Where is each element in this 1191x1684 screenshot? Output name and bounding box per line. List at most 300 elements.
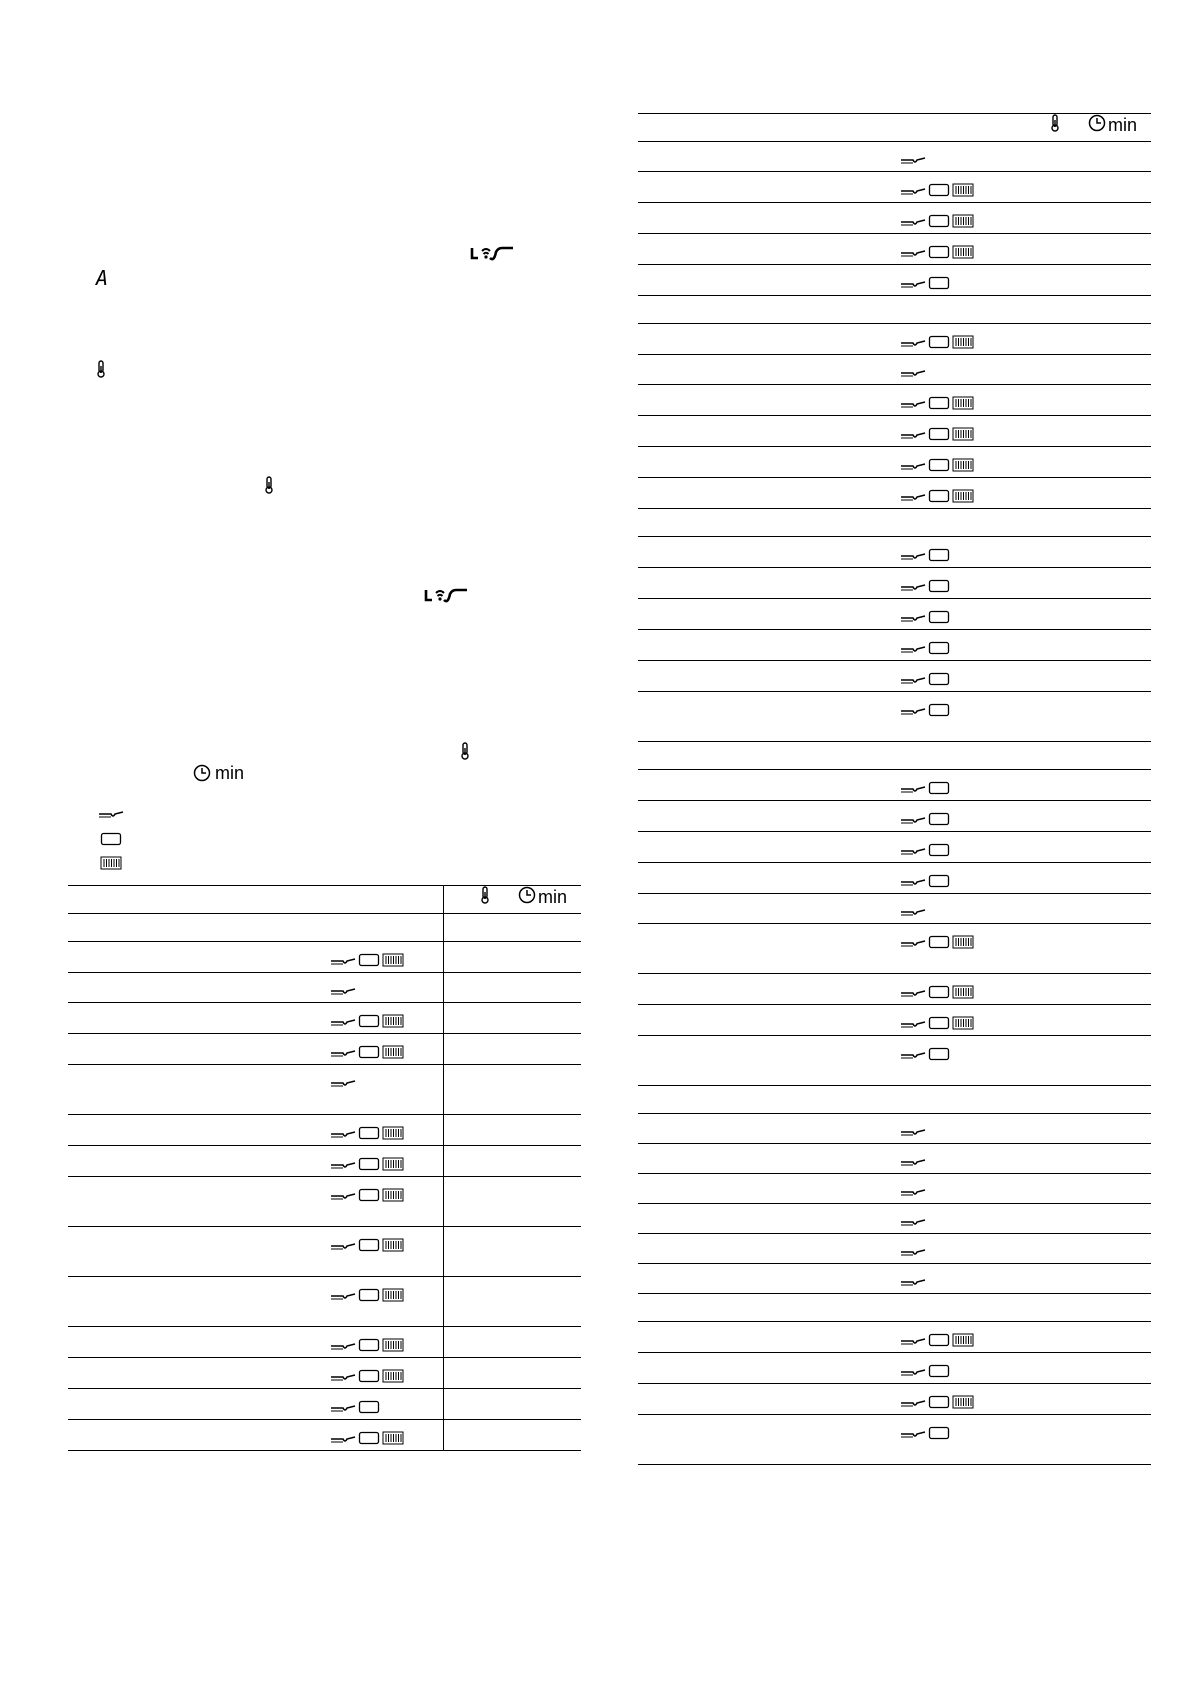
accessory-icons (900, 1114, 1013, 1143)
grill-icon (382, 1288, 404, 1307)
accessory-cell (900, 172, 1013, 203)
settings-cell (1013, 661, 1151, 692)
accessory-cell (330, 1065, 443, 1115)
pan-icon (900, 1017, 926, 1035)
pan-icon (330, 1158, 356, 1176)
table-row (638, 661, 1151, 692)
settings-cell (443, 1146, 581, 1177)
table-row (68, 1146, 581, 1177)
accessory-cell (330, 1327, 443, 1358)
accessory-cell (900, 742, 1013, 770)
pan-icon (900, 611, 926, 629)
grill-icon (952, 489, 974, 508)
settings-cell (1013, 1384, 1151, 1415)
food-cell (638, 172, 900, 203)
food-cell (638, 1415, 900, 1465)
settings-cell (1013, 1036, 1151, 1086)
grill-icon (952, 427, 974, 446)
food-cell (638, 324, 900, 355)
food-cell (638, 203, 900, 234)
thermometer-icon (1050, 114, 1060, 137)
accessory-icons (900, 1005, 1013, 1035)
food-cell (68, 1327, 330, 1358)
accessory-icons (900, 1264, 1013, 1293)
tray-icon (358, 1369, 380, 1388)
pan-icon (900, 153, 926, 171)
accessory-icons (900, 355, 1013, 384)
food-cell (638, 801, 900, 832)
settings-cell (443, 1389, 581, 1420)
settings-cell (1013, 1086, 1151, 1114)
accessory-icons (330, 1227, 443, 1257)
food-cell (68, 1277, 330, 1327)
food-cell (638, 568, 900, 599)
accessory-cell (900, 234, 1013, 265)
settings-cell (443, 1420, 581, 1451)
thermometer-icon (264, 476, 274, 494)
clock-icon (193, 764, 211, 782)
thermometer-icon (480, 886, 490, 909)
food-cell (68, 914, 330, 942)
accessory-cell (900, 1234, 1013, 1264)
accessory-cell (900, 509, 1013, 537)
tray-icon (358, 953, 380, 972)
pan-icon (330, 984, 356, 1002)
tray-icon (928, 1426, 950, 1445)
grill-icon (382, 1369, 404, 1388)
food-cell (638, 1174, 900, 1204)
grill-icon (952, 396, 974, 415)
accessory-icons (900, 568, 1013, 598)
settings-cell (443, 1034, 581, 1065)
pan-icon (330, 1076, 356, 1094)
accessory-icons (900, 1415, 1013, 1445)
accessory-cell (900, 355, 1013, 385)
accessory-cell (900, 1204, 1013, 1234)
food-cell (68, 942, 330, 973)
accessory-cell (900, 924, 1013, 974)
accessory-icons (900, 1384, 1013, 1414)
pan-icon (900, 1275, 926, 1293)
tray-icon (358, 1188, 380, 1207)
settings-cell (1013, 1114, 1151, 1144)
accessory-cell (330, 942, 443, 973)
cooking-table-left (68, 885, 581, 1451)
min-label: min (215, 763, 245, 783)
settings-cell (1013, 599, 1151, 630)
table-row (638, 1294, 1151, 1322)
grill-icon (952, 1395, 974, 1414)
pan-icon (900, 366, 926, 384)
food-cell (638, 142, 900, 172)
tray-icon (358, 1338, 380, 1357)
thermometer-icon (460, 742, 470, 760)
tray-icon (928, 1333, 950, 1352)
accessory-icons (900, 661, 1013, 691)
settings-cell (443, 942, 581, 973)
pan-icon (900, 1365, 926, 1383)
settings-cell (443, 914, 581, 942)
food-cell (638, 630, 900, 661)
settings-cell (1013, 296, 1151, 324)
food-cell (638, 537, 900, 568)
accessory-icons (900, 1234, 1013, 1263)
food-cell (638, 924, 900, 974)
table-row (638, 537, 1151, 568)
table-row (638, 1353, 1151, 1384)
tray-icon (358, 1014, 380, 1033)
accessory-cell (900, 1322, 1013, 1353)
settings-cell (1013, 447, 1151, 478)
table-row (68, 973, 581, 1003)
accessory-cell (330, 1227, 443, 1277)
table-row (68, 1420, 581, 1451)
pan-icon (330, 1046, 356, 1064)
accessory-icons (900, 509, 1013, 520)
grill-icon (952, 1016, 974, 1035)
accessory-icons (900, 1144, 1013, 1173)
pan-icon (900, 580, 926, 598)
header-cell-accessory (900, 114, 1013, 142)
settings-cell (1013, 692, 1151, 742)
pan-icon (900, 397, 926, 415)
accessory-icons (900, 599, 1013, 629)
settings-cell (1013, 355, 1151, 385)
table-row (638, 1322, 1151, 1353)
grill-icon (382, 1238, 404, 1257)
table-row (638, 1234, 1151, 1264)
accessory-cell (330, 1034, 443, 1065)
table-row (638, 203, 1151, 234)
tray-icon (928, 396, 950, 415)
accessory-icons (900, 770, 1013, 800)
pan-icon (900, 490, 926, 508)
accessory-icons (900, 142, 1013, 171)
sensor-frying-icon (470, 246, 514, 262)
table-row (638, 801, 1151, 832)
accessory-icons (330, 1065, 443, 1094)
tray-icon (928, 579, 950, 598)
accessory-icons (900, 385, 1013, 415)
pan-icon (900, 936, 926, 954)
table-row (638, 1384, 1151, 1415)
thermometer-icon (96, 360, 106, 378)
table-row (638, 265, 1151, 296)
table-row (638, 742, 1151, 770)
settings-cell (1013, 142, 1151, 172)
table-row (638, 447, 1151, 478)
food-cell (638, 1086, 900, 1114)
table-row (638, 630, 1151, 661)
settings-cell (1013, 1264, 1151, 1294)
table-row (638, 478, 1151, 509)
settings-cell (1013, 416, 1151, 447)
accessory-cell (330, 973, 443, 1003)
pan-icon (900, 782, 926, 800)
tray-icon (928, 183, 950, 202)
accessory-cell (900, 1174, 1013, 1204)
table-row (638, 863, 1151, 894)
table-row (638, 692, 1151, 742)
pan-icon (900, 459, 926, 477)
tray-icon (928, 641, 950, 660)
pan-icon (330, 1289, 356, 1307)
accessory-cell (900, 478, 1013, 509)
accessory-cell (900, 1353, 1013, 1384)
accessory-cell (900, 537, 1013, 568)
pan-icon (900, 1334, 926, 1352)
accessory-icons (900, 234, 1013, 264)
tray-icon (928, 812, 950, 831)
settings-cell (1013, 801, 1151, 832)
accessory-cell (900, 1036, 1013, 1086)
accessory-icons (330, 1177, 443, 1207)
food-cell (638, 447, 900, 478)
tray-icon (928, 1047, 950, 1066)
grill-icon (382, 1431, 404, 1450)
accessory-icons (900, 537, 1013, 567)
accessory-icons (900, 801, 1013, 831)
settings-cell (1013, 1294, 1151, 1322)
pan-icon (900, 986, 926, 1004)
food-cell (638, 661, 900, 692)
settings-cell (1013, 742, 1151, 770)
grill-icon (952, 214, 974, 233)
settings-cell (1013, 203, 1151, 234)
food-cell (638, 1204, 900, 1234)
settings-cell (1013, 894, 1151, 924)
table-row (68, 1065, 581, 1115)
pan-icon (98, 810, 124, 820)
pan-icon (900, 184, 926, 202)
settings-cell (1013, 385, 1151, 416)
pan-icon (330, 1339, 356, 1357)
food-cell (68, 1146, 330, 1177)
grill-icon (952, 245, 974, 264)
settings-cell (1013, 630, 1151, 661)
table-row (638, 509, 1151, 537)
pan-icon (900, 549, 926, 567)
settings-cell (1013, 324, 1151, 355)
tray-icon (928, 935, 950, 954)
food-cell (68, 1358, 330, 1389)
cooking-table-right (638, 113, 1151, 1465)
accessory-cell (330, 1420, 443, 1451)
food-cell (68, 1034, 330, 1065)
settings-cell (1013, 568, 1151, 599)
settings-cell (1013, 478, 1151, 509)
table-row (638, 355, 1151, 385)
accessory-cell (900, 1086, 1013, 1114)
accessory-cell (900, 1294, 1013, 1322)
pan-icon (900, 1155, 926, 1173)
settings-cell (443, 1003, 581, 1034)
food-cell (638, 1353, 900, 1384)
tray-icon (928, 781, 950, 800)
pan-icon (900, 704, 926, 722)
pan-icon (900, 875, 926, 893)
accessory-cell (330, 1146, 443, 1177)
table-row (638, 924, 1151, 974)
pan-icon (330, 954, 356, 972)
tray-icon (928, 427, 950, 446)
accessory-icons (330, 914, 443, 925)
settings-cell (1013, 1234, 1151, 1264)
accessory-icons (330, 1034, 443, 1064)
food-cell (638, 385, 900, 416)
table-row (638, 1036, 1151, 1086)
accessory-cell (900, 974, 1013, 1005)
food-cell (638, 770, 900, 801)
accessory-icons (900, 832, 1013, 862)
pan-icon (900, 1048, 926, 1066)
pan-icon (330, 1432, 356, 1450)
accessory-icons (330, 1115, 443, 1145)
accessory-icons (900, 478, 1013, 508)
table-row (638, 142, 1151, 172)
food-cell (638, 1036, 900, 1086)
food-cell (638, 416, 900, 447)
accessory-cell (330, 1115, 443, 1146)
accessory-cell (900, 385, 1013, 416)
accessory-icons (900, 172, 1013, 202)
table-row (638, 1264, 1151, 1294)
grill-icon (382, 1126, 404, 1145)
accessory-icons (900, 1086, 1013, 1097)
pan-icon (900, 1396, 926, 1414)
food-cell (638, 1144, 900, 1174)
accessory-cell (900, 1005, 1013, 1036)
pan-icon (900, 813, 926, 831)
food-cell (638, 296, 900, 324)
accessory-icons (330, 1277, 443, 1307)
pan-icon (900, 277, 926, 295)
accessory-icons (900, 296, 1013, 307)
header-cell-food (68, 886, 330, 914)
pan-icon (900, 215, 926, 233)
tray-icon (928, 489, 950, 508)
accessory-icons (900, 1036, 1013, 1066)
accessory-icons (900, 447, 1013, 477)
tray-icon (928, 335, 950, 354)
accessory-icons (900, 1353, 1013, 1383)
food-cell (638, 1294, 900, 1322)
settings-cell (1013, 1322, 1151, 1353)
mode-letter: A (96, 266, 109, 290)
food-cell (68, 1003, 330, 1034)
sensor-frying-icon (424, 588, 468, 604)
accessory-cell (900, 770, 1013, 801)
tray-icon (928, 276, 950, 295)
settings-cell (1013, 265, 1151, 296)
accessory-cell (330, 914, 443, 942)
settings-cell (443, 1065, 581, 1115)
accessory-cell (330, 1389, 443, 1420)
accessory-icons (900, 692, 1013, 722)
food-cell (68, 1227, 330, 1277)
accessory-cell (900, 416, 1013, 447)
table-row (638, 1005, 1151, 1036)
settings-cell (1013, 1353, 1151, 1384)
accessory-cell (900, 863, 1013, 894)
accessory-cell (330, 1277, 443, 1327)
table-row (638, 568, 1151, 599)
food-cell (638, 1322, 900, 1353)
tray-icon (928, 985, 950, 1004)
grill-icon (952, 183, 974, 202)
accessory-icons (900, 203, 1013, 233)
food-cell (638, 1114, 900, 1144)
accessory-cell (900, 265, 1013, 296)
accessory-icons (330, 973, 443, 1002)
settings-cell (1013, 832, 1151, 863)
food-cell (68, 1177, 330, 1227)
tray-icon (358, 1238, 380, 1257)
pan-icon (900, 336, 926, 354)
accessory-icons (900, 742, 1013, 753)
food-cell (638, 478, 900, 509)
accessory-cell (900, 832, 1013, 863)
pan-icon (900, 1427, 926, 1445)
settings-cell (443, 1358, 581, 1389)
pan-icon (330, 1015, 356, 1033)
settings-cell (443, 1277, 581, 1327)
accessory-cell (900, 1114, 1013, 1144)
tray-icon (928, 672, 950, 691)
table-row (638, 1114, 1151, 1144)
table-row (638, 832, 1151, 863)
accessory-cell (330, 1003, 443, 1034)
food-cell (638, 974, 900, 1005)
table-row (638, 1415, 1151, 1465)
food-cell (638, 1234, 900, 1264)
settings-cell (1013, 1204, 1151, 1234)
table-row (638, 324, 1151, 355)
accessory-cell (900, 1144, 1013, 1174)
accessory-cell (900, 661, 1013, 692)
table-row (68, 1358, 581, 1389)
accessory-icons (900, 974, 1013, 1004)
pan-icon (330, 1189, 356, 1207)
grill-icon (382, 1338, 404, 1357)
food-cell (638, 509, 900, 537)
accessory-cell (900, 296, 1013, 324)
tray-icon (928, 458, 950, 477)
accessory-cell (900, 894, 1013, 924)
accessory-icons (900, 1294, 1013, 1305)
settings-cell (1013, 1005, 1151, 1036)
accessory-icons (330, 1003, 443, 1033)
food-cell (638, 265, 900, 296)
accessory-cell (900, 630, 1013, 661)
accessory-icons (900, 1174, 1013, 1203)
accessory-cell (900, 1415, 1013, 1465)
table-row (638, 234, 1151, 265)
accessory-cell (900, 203, 1013, 234)
grill-icon (952, 1333, 974, 1352)
settings-cell (1013, 509, 1151, 537)
pan-icon (900, 1125, 926, 1143)
table-row (638, 1144, 1151, 1174)
table-row (68, 1277, 581, 1327)
accessory-cell (900, 801, 1013, 832)
table-row (68, 1034, 581, 1065)
settings-cell (1013, 234, 1151, 265)
settings-cell (1013, 770, 1151, 801)
tray-icon (100, 832, 122, 846)
food-cell (638, 355, 900, 385)
table-row (638, 296, 1151, 324)
